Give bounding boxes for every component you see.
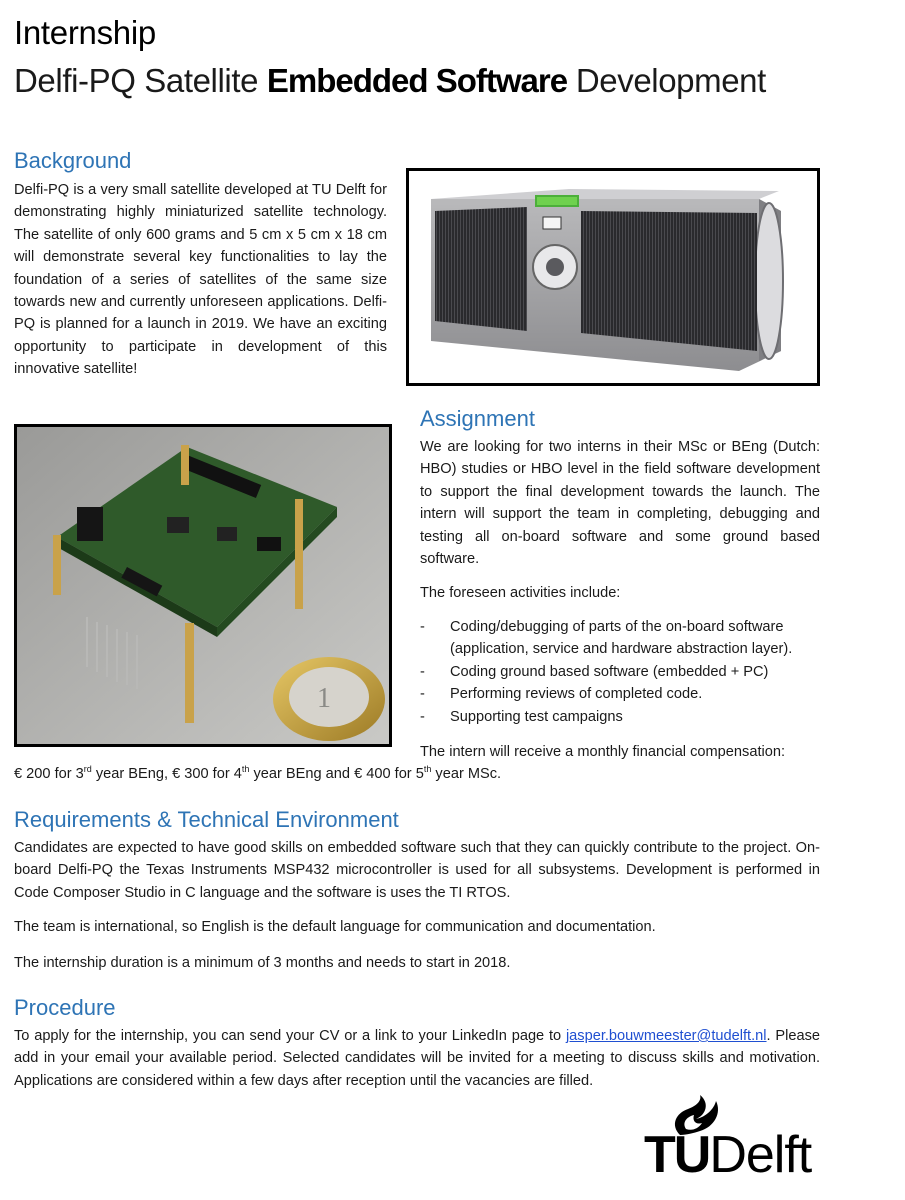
pcb-image [14,424,392,747]
email-link[interactable]: jasper.bouwmeester@tudelft.nl [565,1028,767,1044]
requirements-paragraph-2: The team is international, so English is the default language for communication and documentation. [14,919,656,935]
subtitle-part-2: Embedded Software [266,62,568,99]
list-item: - Coding/debugging of parts of the on-board software (application, service and hardware abstraction layer). [420,619,793,658]
compensation-line-1: The intern will receive a monthly financial compensation: [420,744,786,760]
svg-text:1: 1 [317,683,331,714]
subtitle-part-1: Delfi-PQ Satellite [14,62,259,99]
activities-intro: The foreseen activities include: [420,585,621,601]
background-heading: Background [14,148,132,173]
procedure-heading: Procedure [14,995,116,1020]
requirements-paragraph-1: Candidates are expected to have good skills on embedded software such that they can quickly contribute to the project. On-board Delfi-PQ the Texas Instruments MSP432 microcontroller is used for all subsystems. Development is performed in Code Composer Studio in C language and the software is uses the TI RTOS. [14,840,820,901]
list-item: - Performing reviews of completed code. [420,686,703,703]
background-text: Delfi-PQ is a very small satellite developed at TU Delft for demonstrating highly miniaturized satellite technology. The satellite of only 600 grams and 5 cm x 5 cm x 18 cm will demonstrate several key functionalities to lay the foundation of a series of satellites of the same size towards new and currently unforeseen applications. Delfi-PQ is planned for a launch in 2019. We have an exciting opportunity to participate in development of this innovative satellite! [14,182,387,378]
activities-list [420,616,820,728]
requirements-heading: Requirements & Technical Environment [14,807,399,832]
tu-delft-logo [640,1095,855,1185]
compensation-line-2: € 200 for 3rd year BEng, € 300 for 4th year BEng and € 400 for 5th year MSc. [14,764,502,782]
subtitle-part-3: Development [575,62,766,99]
satellite-image [406,168,820,386]
document-subtitle [14,62,766,100]
list-item: - Supporting test campaigns [420,708,623,725]
document-title: Internship [14,14,156,51]
satellite-render [409,171,817,383]
requirements-paragraph-3: The internship duration is a minimum of 3 months and needs to start in 2018. [14,955,511,971]
list-item: - Coding ground based software (embedded + PC) [420,663,769,680]
pcb-photo [17,427,389,744]
logo-text: TUDelft [644,1126,812,1184]
assignment-heading: Assignment [420,406,535,431]
procedure-text: To apply for the internship, you can send your CV or a link to your LinkedIn page to jasper.bouwmeester@tudelft.nl. Please add in your email your available period. Selected candidates will be invited for a meeting to discuss skills and motivation. Applications are considered within a few days after reception until the vacancies are filled. [14,1028,820,1089]
assignment-text: We are looking for two interns in their MSc or BEng (Dutch: HBO) studies or HBO level in the field software development to support the final development towards the launch. The intern will support the team in completing, debugging and testing all on-board software and some ground based software. [420,439,820,568]
